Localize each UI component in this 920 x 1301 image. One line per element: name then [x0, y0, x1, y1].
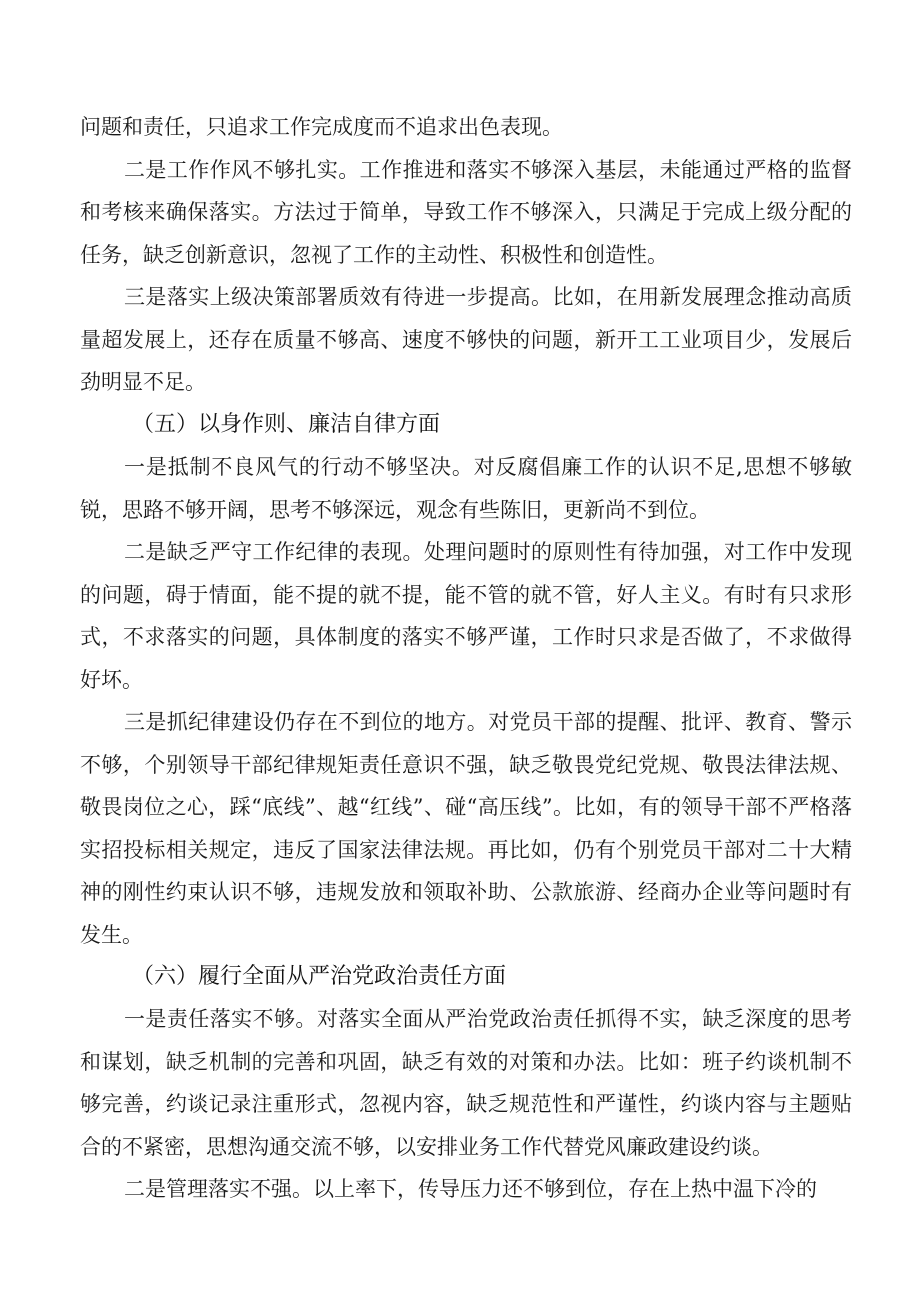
body-text-block-1	[80, 106, 852, 404]
section-heading-6: （六）履行全面从严治党政治责任方面	[132, 964, 507, 989]
body-text-block-3	[80, 998, 852, 1211]
paragraph-5-3: 三是抓纪律建设仍存在不到位的地方。对党员干部的提醒、批评、教育、警示不够，个别领导干部纪律规矩责任意识不强，缺乏敬畏党纪党规、敬畏法律法规、敬畏岗位之心，踩“底线”、越“红线”、碰“高压线”。比如，有的领导干部不严格落实招投标相关规定，违反了国家法律法规。再比如，仍有个别党员干部对二十大精神的刚性约束认识不够，违规发放和领取补助、公款旅游、经商办企业等问题时有发生。	[80, 710, 852, 947]
paragraph-implementation: 三是落实上级决策部署质效有待进一步提高。比如，在用新发展理念推动高质量超发展上，还存在质量不够高、速度不够快的问题，新开工工业项目少，发展后劲明显不足。	[80, 285, 852, 394]
body-text-block-2	[80, 446, 852, 956]
section-heading-5: （五）以身作则、廉洁自律方面	[132, 412, 441, 437]
paragraph-6-2: 二是管理落实不强。以上率下，传导压力还不够到位，存在上热中温下冷的	[124, 1177, 817, 1201]
paragraph-5-1: 一是抵制不良风气的行动不够坚决。对反腐倡廉工作的认识不足,思想不够敏锐，思路不够开阔，思考不够深远，观念有些陈旧，更新尚不到位。	[80, 455, 852, 522]
paragraph-tail: 问题和责任，只追求工作完成度而不追求出色表现。	[80, 115, 563, 139]
paragraph-work-style: 二是工作作风不够扎实。工作推进和落实不够深入基层，未能通过严格的监督和考核来确保落实。方法过于简单，导致工作不够深入，只满足于完成上级分配的任务，缺乏创新意识，忽视了工作的主动性、积极性和创造性。	[80, 157, 852, 267]
paragraph-6-1: 一是责任落实不够。对落实全面从严治党政治责任抓得不实，缺乏深度的思考和谋划，缺乏机制的完善和巩固，缺乏有效的对策和办法。比如：班子约谈机制不够完善，约谈记录注重形式，忽视内容，缺乏规范性和严谨性，约谈内容与主题贴合的不紧密，思想沟通交流不够，以安排业务工作代替党风廉政建设约谈。	[80, 1007, 852, 1159]
paragraph-5-2: 二是缺乏严守工作纪律的表现。处理问题时的原则性有待加强，对工作中发现的问题，碍于情面，能不提的就不提，能不管的就不管，好人主义。有时有只求形式，不求落实的问题，具体制度的落实不够严谨，工作时只求是否做了，不求做得好坏。	[80, 540, 852, 692]
